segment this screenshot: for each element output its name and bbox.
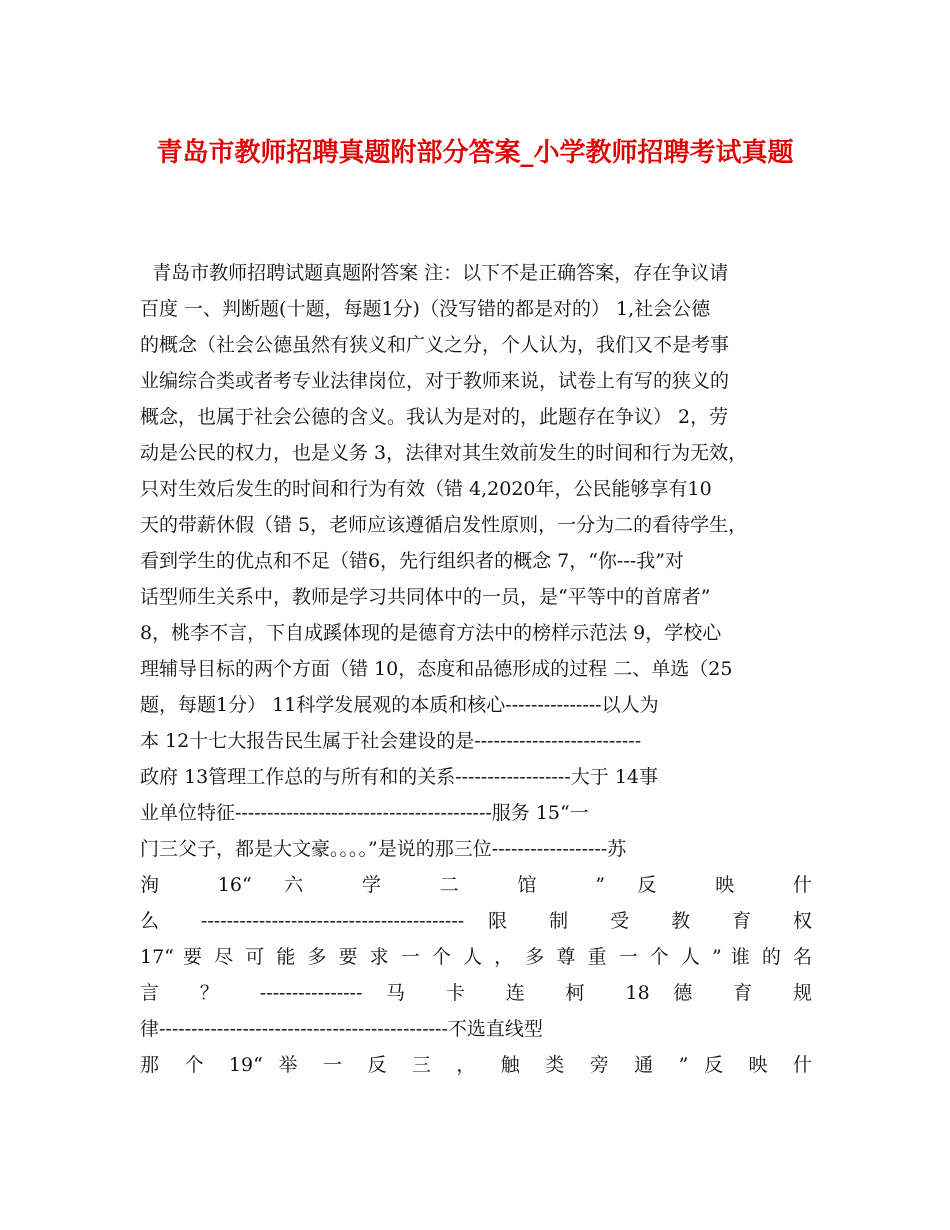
body-line: 天的带薪休假（错 5，老师应该遵循启发性原则，一分为二的看待学生， <box>140 514 748 536</box>
body-line: 只对生效后发生的时间和行为有效（错 4,2020年，公民能够享有10 <box>140 478 712 500</box>
body-line: 律---------------------------------------------不选直线型 <box>140 1018 543 1040</box>
body-line: 题，每题1分） 11科学发展观的本质和核心---------------以人为 <box>140 694 659 716</box>
body-line: 百度 一、判断题(十题，每题1分)（没写错的都是对的） 1,社会公德 <box>140 298 711 320</box>
body-line: 概念，也属于社会公德的含义。我认为是对的，此题存在争议） 2，劳 <box>140 406 729 428</box>
body-line: 洵 16“ 六 学 二 馆 ” 反 映 什 <box>140 874 812 896</box>
body-line: 话型师生关系中，教师是学习共同体中的一员，是“平等中的首席者” <box>140 586 711 608</box>
body-line: 8，桃李不言，下自成蹊体现的是德育方法中的榜样示范法 9，学校心 <box>140 622 722 644</box>
document-body <box>140 255 812 1083</box>
body-line: 言 ？ ---------------- 马 卡 连 柯 18 德 育 规 <box>140 982 812 1004</box>
body-line: 本 12十七大报告民生属于社会建设的是-------------------------- <box>140 730 642 752</box>
body-line: 么 ----------------------------------------- 限 制 受 教 育 权 <box>140 910 812 932</box>
body-line: 动是公民的权力，也是义务 3，法律对其生效前发生的时间和行为无效， <box>140 442 748 464</box>
body-line: 看到学生的优点和不足（错6，先行组织者的概念 7，“你---我”对 <box>140 550 684 572</box>
body-line: 门三父子，都是大文豪。。。。”是说的那三位------------------苏 <box>140 838 627 860</box>
body-line: 17“ 要 尽 可 能 多 要 求 一 个 人 ， 多 尊 重 一 个 人 ” 谁 的 名 <box>140 946 812 968</box>
body-line: 理辅导目标的两个方面（错 10，态度和品德形成的过程 二、单选（25 <box>140 658 733 680</box>
body-line: 业编综合类或者考专业法律岗位，对于教师来说，试卷上有写的狭义的 <box>140 370 730 392</box>
body-line: 的概念（社会公德虽然有狭义和广义之分，个人认为，我们又不是考事 <box>140 334 730 356</box>
body-line: 政府 13管理工作总的与所有和的关系------------------大于 14事 <box>140 766 658 788</box>
document-title: 青岛市教师招聘真题附部分答案_小学教师招聘考试真题 <box>156 138 794 168</box>
body-line: 那 个 19“ 举 一 反 三 ， 触 类 旁 通 ” 反 映 什 <box>140 1054 812 1076</box>
body-line: 业单位特征----------------------------------------服务 15“一 <box>140 802 589 824</box>
body-line: 青岛市教师招聘试题真题附答案 注：以下不是正确答案，存在争议请 <box>140 262 729 284</box>
